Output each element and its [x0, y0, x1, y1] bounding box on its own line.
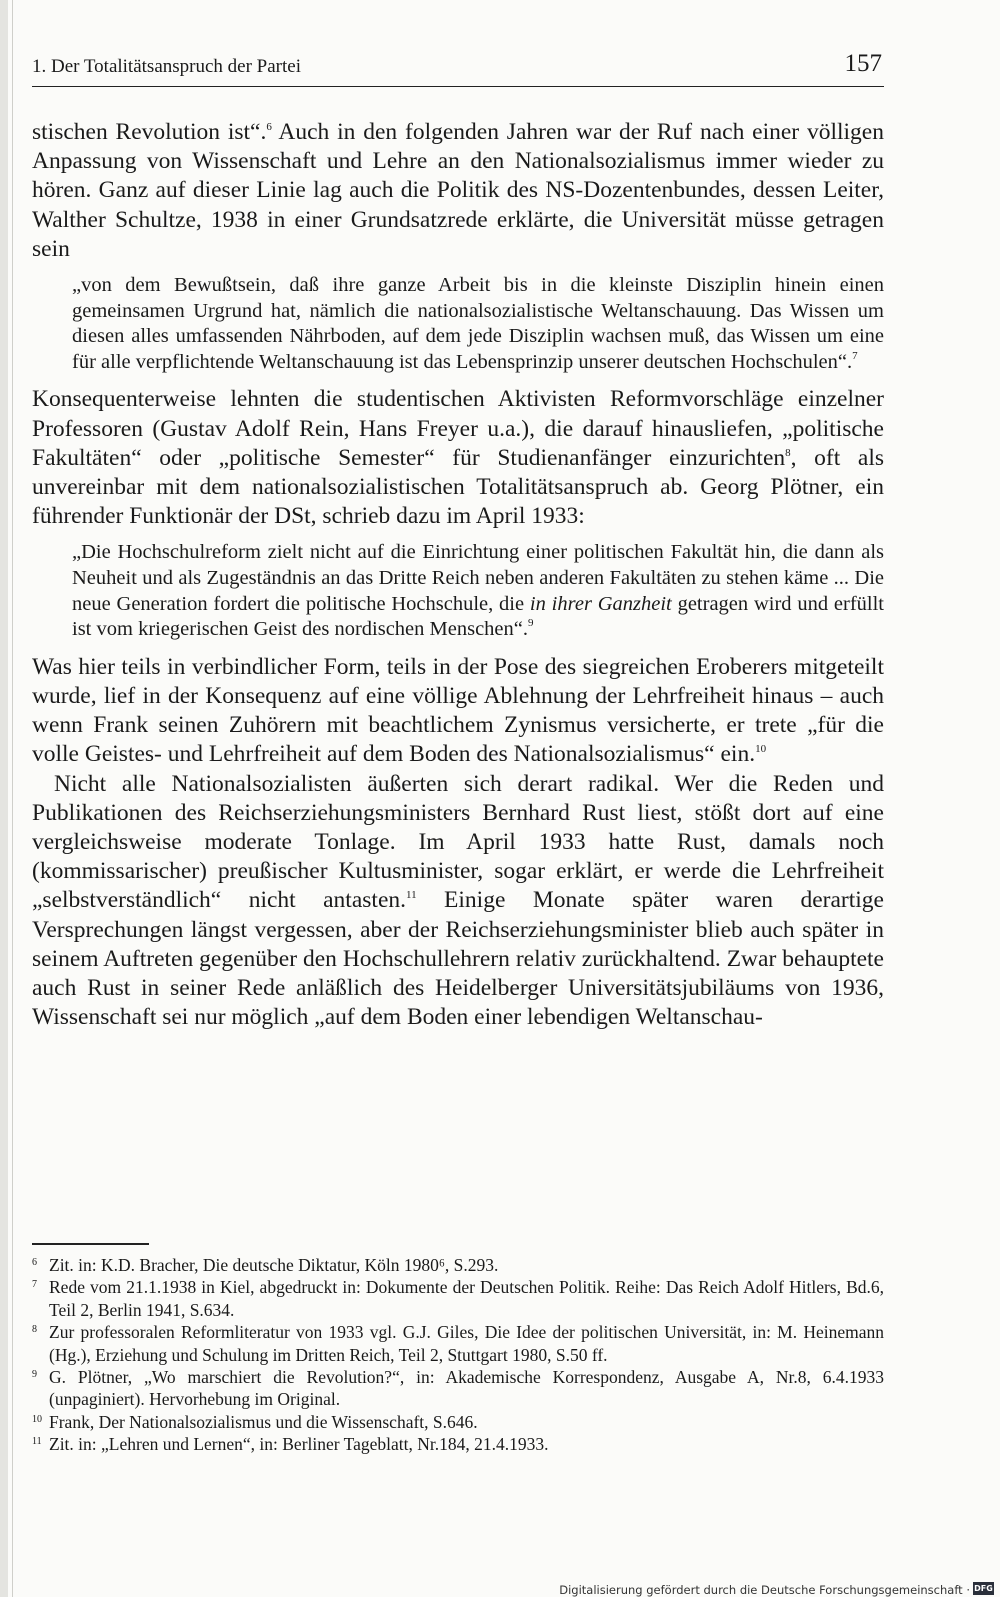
page-header [32, 50, 884, 87]
scan-gutter-line [12, 0, 13, 1597]
body-text [32, 118, 884, 1032]
footnote [32, 1411, 884, 1433]
paragraph-3 [32, 653, 884, 770]
footnote-number: 11 [32, 1436, 42, 1448]
footnote-text: Zit. in: „Lehren und Lernen“, in: Berliner Tageblatt, Nr.184, 21.4.1933. [49, 1434, 549, 1455]
running-head: 1. Der Totalitätsanspruch der Partei [32, 56, 301, 77]
footnote-ref-6[interactable]: 6 [266, 121, 272, 134]
paragraph-2 [32, 385, 884, 531]
paragraph-4-text-cont: Einige Monate später waren derartige Versprechungen längst vergessen, aber der Reichserziehungsminister blieb auch später in seinem Auftreten gegenüber den Hochschullehrern relativ zurückhaltend. Zwar behauptete auch Rust in seiner Rede anläßlich des Heidelberger Universitätsjubiläums von 1936, Wissenschaft sei nur möglich „auf dem Boden einer lebendigen Weltanschau- [32, 887, 884, 1031]
page-number: 157 [844, 50, 882, 77]
footnote-number: 10 [32, 1413, 42, 1425]
footnote-ref-10[interactable]: 10 [755, 743, 767, 756]
footnote-number: 7 [32, 1279, 37, 1291]
emphasis-text: in ihrer Ganzheit [529, 592, 672, 615]
paragraph-2-text-cont: , oft als unvereinbar mit dem nationalsozialistischen Totalitätsanspruch ab. Georg Plötner, ein führender Funktionär der DSt, schrieb dazu im April 1933: [32, 444, 885, 530]
footnote-number: 8 [32, 1324, 37, 1336]
footnote [32, 1433, 884, 1455]
paragraph-4-text: Nicht alle Nationalsozialisten äußerten sich derart radikal. Wer die Reden und Publikationen des Reichserziehungsministers Bernhard Rust liest, stößt dort auf eine vergleichsweise moderate Tonlage. Im April 1933 hatte Rust, damals noch (kommissarischer) preußischer Kultusminister, sogar erklärt, er werde die Lehrfreiheit „selbstverständlich“ nicht antasten. [32, 770, 884, 914]
scan-gutter [0, 0, 8, 1597]
footnote-ref-8[interactable]: 8 [785, 447, 791, 459]
footnote-text: G. Plötner, „Wo marschiert die Revolution?“, in: Akademische Korrespondenz, Ausgabe A, Nr.8, 6.4.1933 (unpaginiert). Hervorhebung im Original. [49, 1367, 884, 1410]
footnote [32, 1366, 884, 1411]
footnotes [32, 1254, 884, 1456]
digitization-credit: Digitalisierung gefördert durch die Deutsche Forschungsgemeinschaft · [559, 1583, 970, 1597]
block-quote-2-text: „Die Hochschulreform zielt nicht auf die Einrichtung einer politischen Fakultät hin, die dann als Neuheit und als Zugeständnis an das Dritte Reich neben anderen Fakultäten zu stehen käme ... Die neue Generation fordert die politische Hochschule, die [72, 541, 884, 615]
paragraph-1-text-cont: Auch in den folgenden Jahren war der Ruf nach einer völligen Anpassung von Wissenschaft und Lehre an den Nationalsozialismus immer wieder zu hören. Ganz auf dieser Linie lag auch die Politik des NS-Dozentenbundes, dessen Leiter, Walther Schultze, 1938 in einer Grundsatzrede erklärte, die Universität müsse getragen sein [32, 119, 884, 262]
footnote-text: Zur professoralen Reformliteratur von 1933 vgl. G.J. Giles, Die Idee der politischen Universität, in: M. Heinemann (Hg.), Erziehung und Schulung im Dritten Reich, Teil 2, Stuttgart 1980, S.50 ff. [49, 1322, 884, 1365]
dfg-logo: DFG [974, 1584, 993, 1593]
footnote-number: 6 [32, 1257, 37, 1268]
paragraph-2-text: Konsequenterweise lehnten die studentischen Aktivisten Reformvorschläge einzelner Professoren (Gustav Adolf Rein, Hans Freyer u.a.), die darauf hinausliefen, „politische Fakultäten“ oder „politische Semester“ für Studienanfänger einzurichten [32, 386, 884, 471]
footnote-text: Rede vom 21.1.1938 in Kiel, abgedruckt in: Dokumente der Deutschen Politik. Reihe: Das Reich Adolf Hitlers, Bd.6, Teil 2, Berlin 1941, S.634. [49, 1277, 884, 1320]
footnote-ref-11[interactable]: 11 [406, 889, 417, 902]
block-quote-2 [72, 540, 884, 642]
block-quote-1 [72, 273, 884, 375]
footnote-divider [32, 1243, 149, 1245]
paragraph-1 [32, 118, 884, 264]
paragraph-4 [32, 770, 884, 1033]
footnote-number: 9 [32, 1369, 37, 1381]
footnote [32, 1321, 884, 1366]
block-quote-2-text-cont: getragen wird und erfüllt ist vom kriegerischen Geist des nordischen Menschen“. [72, 592, 884, 641]
footnote-text: Frank, Der Nationalsozialismus und die Wissenschaft, S.646. [49, 1411, 478, 1432]
footnote-text: Zit. in: K.D. Bracher, Die deutsche Diktatur, Köln 1980⁶, S.293. [49, 1255, 499, 1275]
block-quote-1-text: „von dem Bewußtsein, daß ihre ganze Arbeit bis in die kleinste Disziplin hinein einen gemeinsamen Urgrund hat, nämlich die nationalsozialistische Weltanschauung. Das Wissen um diesen alles umfassenden Nährboden, auf dem jede Disziplin wachsen muß, das Wissen um eine für alle verpflichtende Weltanschauung ist das Lebensprinzip unserer deutschen Hochschulen“. [72, 274, 884, 373]
footnote-ref-7[interactable]: 7 [852, 350, 858, 362]
footnote-ref-9[interactable]: 9 [528, 617, 534, 630]
footnote [32, 1276, 884, 1321]
paragraph-3-text: Was hier teils in verbindlicher Form, teils in der Pose des siegreichen Eroberers mitgeteilt wurde, lief in der Konsequenz auf eine völlige Ablehnung der Lehrfreiheit hinaus – auch wenn Frank seinen Zuhörern mit beachtlichem Zynismus versicherte, er trete „für die volle Geistes- und Lehrfreiheit auf dem Boden des Nationalsozialismus“ ein. [32, 653, 884, 768]
paragraph-1-text: stischen Revolution ist“. [32, 119, 267, 145]
footnote [32, 1254, 884, 1276]
